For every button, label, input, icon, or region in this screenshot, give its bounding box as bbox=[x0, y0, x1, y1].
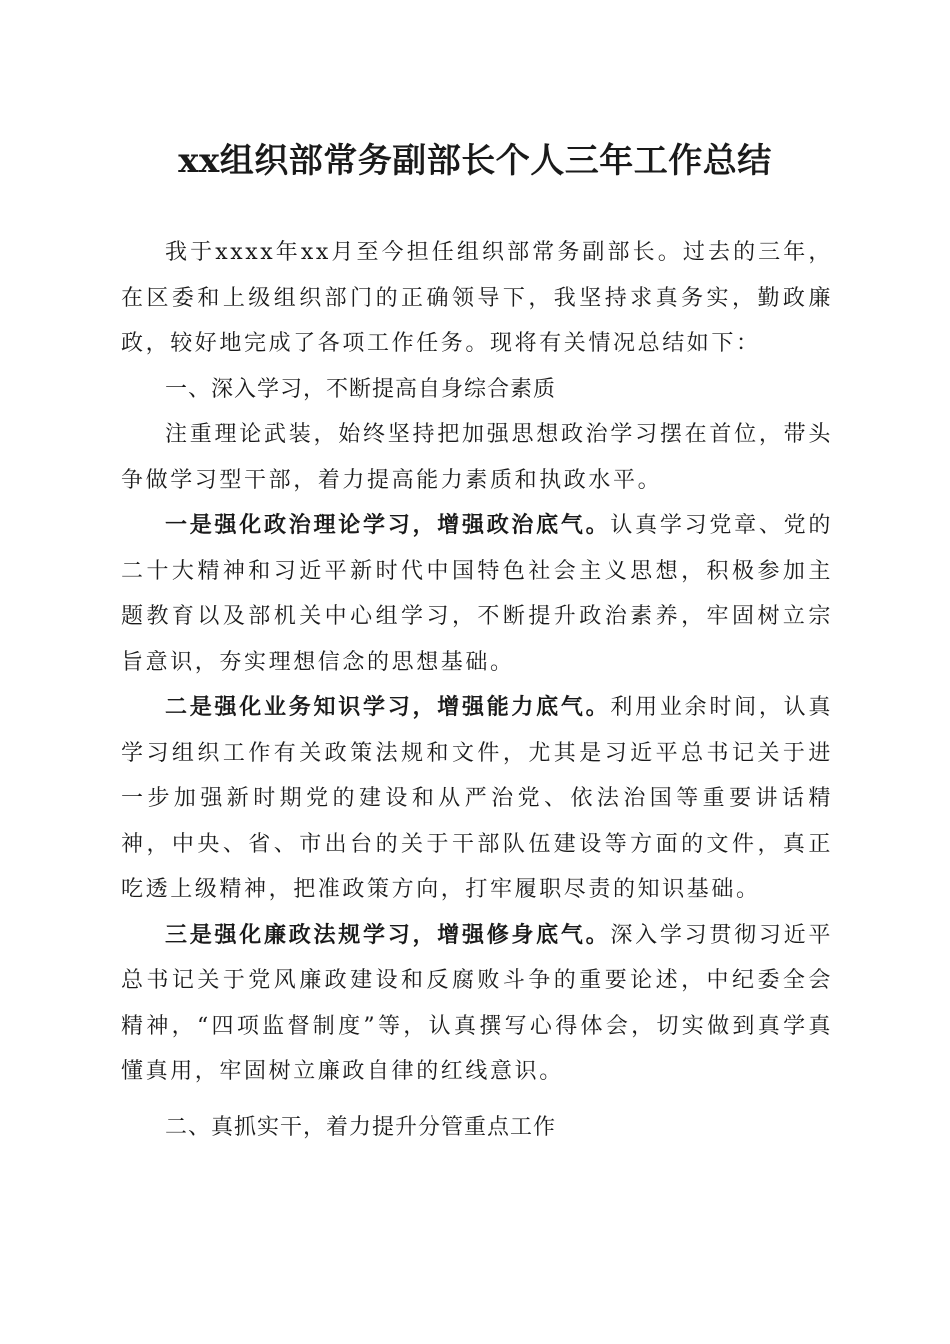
section1-item3-paragraph bbox=[121, 913, 833, 1095]
item1-body-text: 认真学习党章、党的二十大精神和习近平新时代中国特色社会主义思想，积极参加主题教育以及部机关中心组学习，不断提升政治素养，牢固树立宗旨意识，夯实理想信念的思想基础。 bbox=[121, 513, 833, 675]
section1-summary-paragraph: 注重理论武装，始终坚持把加强思想政治学习摆在首位，带头争做学习型干部，着力提高能力素质和执政水平。 bbox=[121, 422, 833, 493]
section1-item2-paragraph bbox=[121, 685, 833, 913]
section-heading-2: 二、真抓实干，着力提升分管重点工作 bbox=[165, 1114, 557, 1140]
item2-body-text: 利用业余时间，认真学习组织工作有关政策法规和文件，尤其是习近平总书记关于进一步加强新时期党的建设和从严治党、依法治国等重要讲话精神，中央、省、市出台的关于干部队伍建设等方面的文件，真正吃透上级精神，把准政策方向，打牢履职尽责的知识基础。 bbox=[121, 695, 833, 902]
document-title: xx组织部常务副部长个人三年工作总结 bbox=[178, 141, 772, 181]
section-heading-1: 一、深入学习，不断提高自身综合素质 bbox=[165, 376, 557, 402]
item3-body-text: 深入学习贯彻习近平总书记关于党风廉政建设和反腐败斗争的重要论述，中纪委全会精神，“四项监督制度”等，认真撰写心得体会，切实做到真学真懂真用，牢固树立廉政自律的红线意识。 bbox=[121, 922, 833, 1084]
item2-lead-sentence: 二是强化业务知识学习，增强能力底气。 bbox=[165, 694, 611, 720]
document-body bbox=[121, 230, 833, 1150]
item3-lead-sentence: 三是强化廉政法规学习，增强修身底气。 bbox=[165, 921, 611, 948]
intro-paragraph: 我于xxxx年xx月至今担任组织部常务副部长。过去的三年，在区委和上级组织部门的正确领导下，我坚持求真务实，勤政廉政，较好地完成了各项工作任务。现将有关情况总结如下： bbox=[121, 240, 833, 356]
section1-item1-paragraph bbox=[121, 503, 833, 685]
item1-lead-sentence: 一是强化政治理论学习，增强政治底气。 bbox=[165, 512, 611, 538]
